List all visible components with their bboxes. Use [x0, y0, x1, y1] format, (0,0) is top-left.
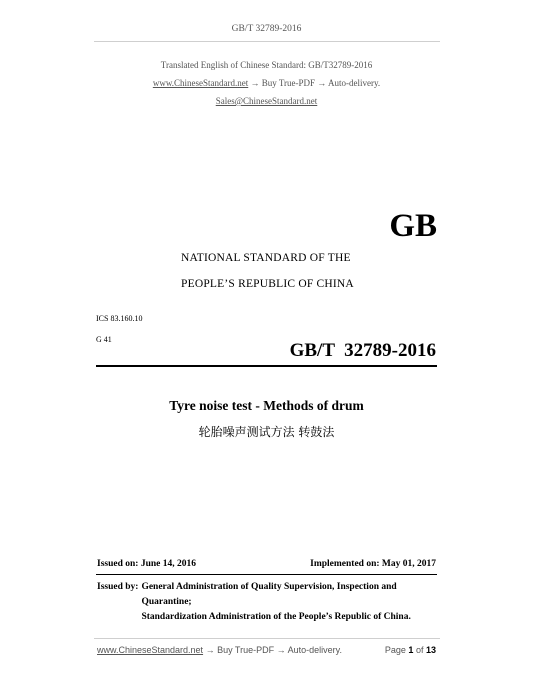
footer-chinesestandard-link[interactable]: www.ChineseStandard.net: [97, 645, 204, 655]
footer-buy-text: → Buy True-PDF → Auto-delivery.: [203, 645, 342, 655]
document-title-english: Tyre noise test - Methods of drum: [169, 398, 364, 413]
footer-promo: [97, 645, 342, 655]
footer-divider: [94, 638, 440, 639]
issuer-line-2: Quarantine;: [141, 597, 192, 607]
clc-code: G 41: [96, 335, 112, 344]
page-label: Page: [384, 645, 406, 655]
chinesestandard-link[interactable]: www.ChineseStandard.net: [152, 78, 249, 88]
gb-logo: GB: [389, 208, 437, 244]
sales-email-link[interactable]: Sales@ChineseStandard.net: [215, 96, 318, 106]
national-standard-line-2: PEOPLE’S REPUBLIC OF CHINA: [181, 278, 354, 290]
dates-divider: [96, 574, 437, 575]
standard-number: GB/T 32789-2016: [289, 340, 436, 361]
translated-notice: Translated English of Chinese Standard: GB/T32789-2016: [160, 60, 373, 70]
issued-by-block: [97, 580, 442, 625]
buy-text: → Buy True-PDF → Auto-delivery.: [248, 78, 381, 88]
page-of: of: [415, 645, 424, 655]
email-line: [0, 96, 533, 106]
issued-on-date: Issued on: June 14, 2016: [97, 559, 196, 569]
issuer-line-1: General Administration of Quality Supervision, Inspection and: [141, 582, 397, 592]
page-current: 1: [408, 645, 414, 655]
running-header: GB/T 32789-2016: [231, 24, 302, 34]
header-divider: [94, 41, 440, 42]
national-standard-line-1: NATIONAL STANDARD OF THE: [181, 252, 351, 264]
ics-code: ICS 83.160.10: [96, 314, 143, 323]
page-indicator: [385, 645, 436, 655]
issuer-line-3: Standardization Administration of the People’s Republic of China.: [141, 612, 411, 622]
implemented-on-date: Implemented on: May 01, 2017: [310, 559, 436, 569]
document-title-chinese: 轮胎噪声测试方法 转鼓法: [198, 425, 335, 439]
title-divider: [96, 365, 437, 367]
issued-by-label: Issued by:: [97, 582, 139, 592]
promo-line: [0, 78, 533, 88]
page-total: 13: [425, 645, 436, 655]
